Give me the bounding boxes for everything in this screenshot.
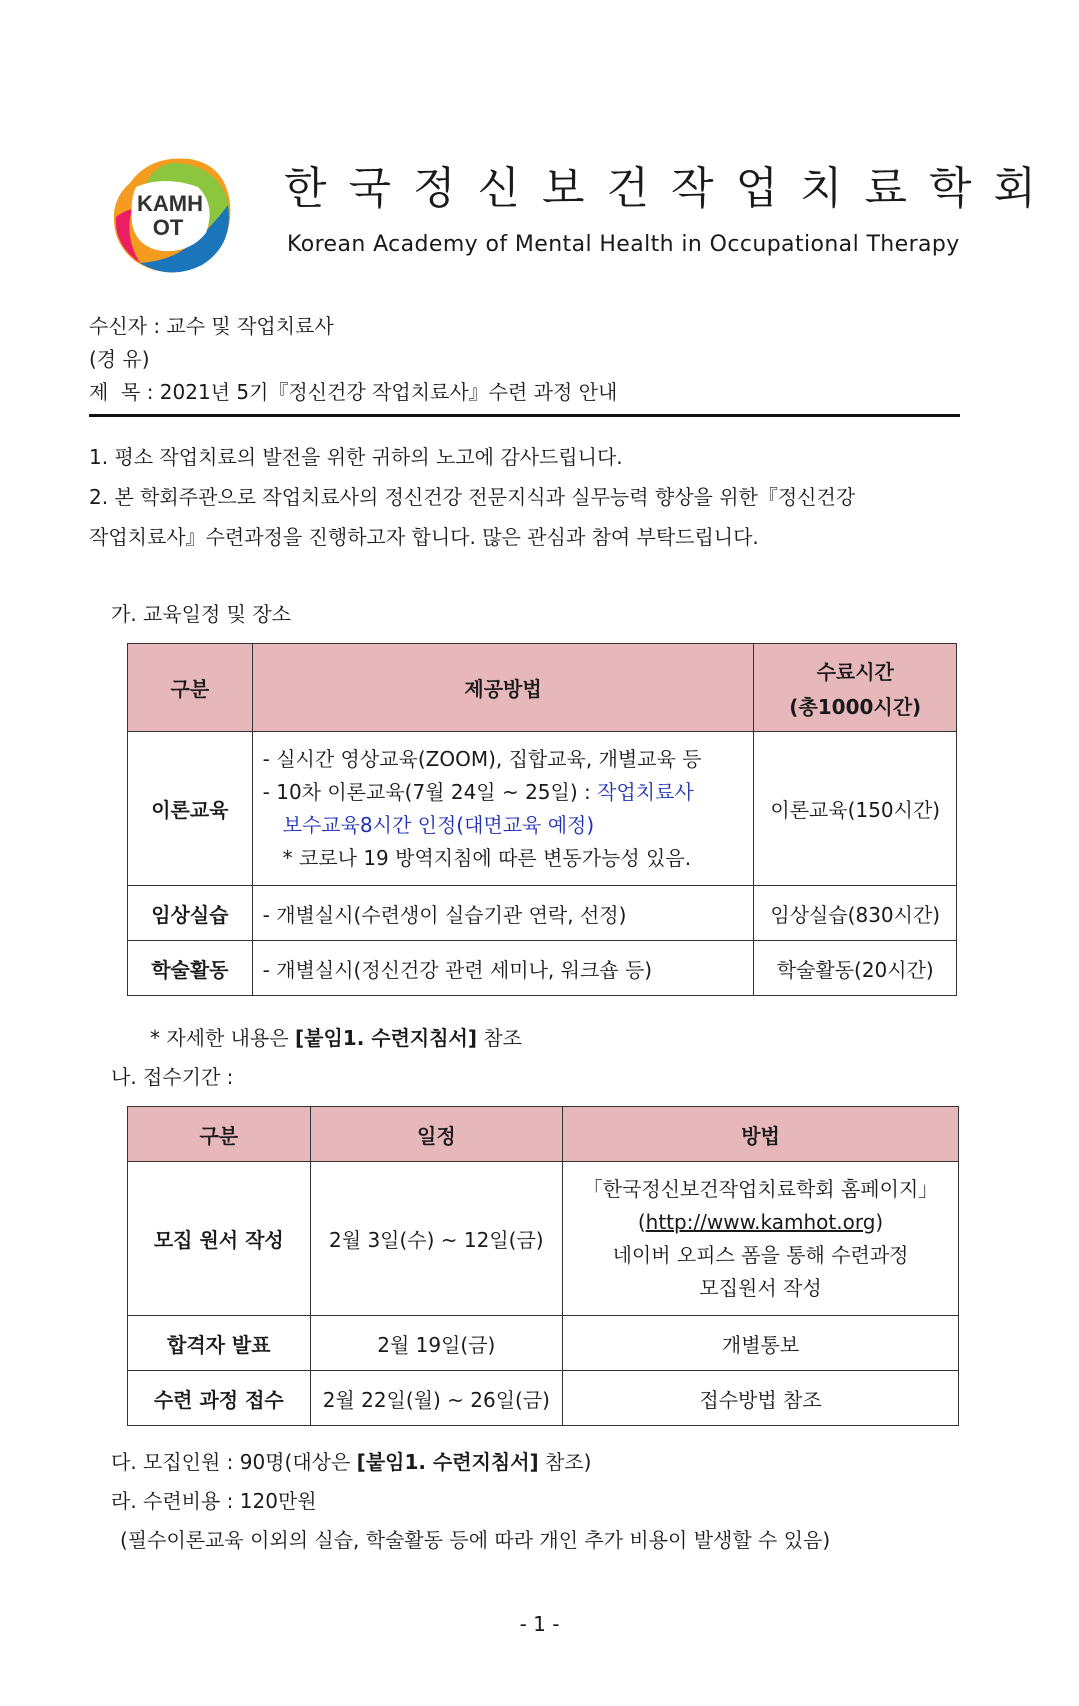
table-row [128, 886, 957, 941]
cpd-credit-text: 작업치료사 [597, 779, 694, 804]
section-d-fee: 라. 수련비용 : 120만원 [111, 1489, 317, 1513]
via-line: (경 유) [89, 347, 150, 371]
row-category: 학술활동 [128, 941, 253, 996]
paragraph-1: 1. 평소 작업치료의 발전을 위한 귀하의 노고에 감사드립니다. [89, 445, 623, 469]
header-method: 방법 [563, 1107, 959, 1162]
section-d-fee-note: (필수이론교육 이외의 실습, 학술활동 등에 따라 개인 추가 비용이 발생할 수 있음) [120, 1528, 831, 1552]
header-category: 구분 [128, 644, 253, 732]
paragraph-2-line-2: 작업치료사』수련과정을 진행하고자 합니다. 많은 관심과 참여 부탁드립니다. [89, 525, 759, 549]
row-method: 「한국정신보건작업치료학회 홈페이지」 (http://www.kamhot.org) 네이버 오피스 폼을 통해 수련과정 모집원서 작성 [563, 1162, 959, 1316]
row-category: 임상실습 [128, 886, 253, 941]
page-number: - 1 - [519, 1612, 560, 1636]
row-method: - 실시간 영상교육(ZOOM), 집합교육, 개별교육 등 - 10차 이론교육(7월 24일 ~ 25일) : 작업치료사 보수교육8시간 인정(대면교육 예정) * 코로나 19 방역지침에 따른 변동가능성 있음. [252, 732, 754, 886]
cpd-credit-text-cont: 보수교육8시간 인정(대면교육 예정) [282, 812, 595, 837]
row-hours: 이론교육(150시간) [754, 732, 957, 886]
row-method: 접수방법 참조 [563, 1371, 959, 1426]
header-divider [89, 414, 960, 417]
row-method: - 개별실시(정신건강 관련 세미나, 워크숍 등) [252, 941, 754, 996]
row-method: 개별통보 [563, 1316, 959, 1371]
row-schedule: 2월 3일(수) ~ 12일(금) [310, 1162, 562, 1316]
table-row [128, 732, 957, 886]
header-method: 제공방법 [252, 644, 754, 732]
guideline-note: * 자세한 내용은 [붙임1. 수련지침서] 참조 [150, 1026, 522, 1050]
row-category: 이론교육 [128, 732, 253, 886]
header-schedule: 일정 [310, 1107, 562, 1162]
table-header-row [128, 1107, 959, 1162]
row-method: - 개별실시(수련생이 실습기관 연락, 선정) [252, 886, 754, 941]
row-category: 모집 원서 작성 [128, 1162, 311, 1316]
header-hours: 수료시간 (총1000시간) [754, 644, 957, 732]
row-category: 수련 과정 접수 [128, 1371, 311, 1426]
table-header-row [128, 644, 957, 732]
header-category: 구분 [128, 1107, 311, 1162]
recipient-line: 수신자 : 교수 및 작업치료사 [89, 314, 334, 338]
row-schedule: 2월 22일(월) ~ 26일(금) [310, 1371, 562, 1426]
covid-note: * 코로나 19 방역지침에 따른 변동가능성 있음. [282, 845, 692, 870]
education-schedule-table [127, 643, 957, 996]
subject-line: 제 목 : 2021년 5기『정신건강 작업치료사』수련 과정 안내 [89, 380, 618, 404]
kamhot-logo [110, 153, 234, 275]
table-row [128, 1316, 959, 1371]
header-hours-total: (총1000시간) [789, 694, 922, 719]
row-schedule: 2월 19일(금) [310, 1316, 562, 1371]
svg-text:OT: OT [152, 215, 184, 240]
logo-text: KAMH [137, 191, 203, 216]
paragraph-2-line-1: 2. 본 학회주관으로 작업치료사의 정신건강 전문지식과 실무능력 향상을 위한『정신건강 [89, 485, 856, 509]
table-row [128, 941, 957, 996]
row-hours: 임상실습(830시간) [754, 886, 957, 941]
section-c-recruitment: 다. 모집인원 : 90명(대상은 [붙임1. 수련지침서] 참조) [111, 1450, 592, 1474]
row-category: 합격자 발표 [128, 1316, 311, 1371]
org-name-english: Korean Academy of Mental Health in Occupational Therapy [287, 232, 960, 257]
section-b-title: 나. 접수기간 : [111, 1065, 234, 1089]
section-a-title: 가. 교육일정 및 장소 [111, 602, 291, 626]
row-hours: 학술활동(20시간) [754, 941, 957, 996]
homepage-link[interactable]: http://www.kamhot.org [645, 1209, 876, 1234]
application-period-table [127, 1106, 959, 1426]
table-row [128, 1371, 959, 1426]
table-row [128, 1162, 959, 1316]
org-name-korean: 한국정신보건작업치료학회 [284, 163, 1059, 214]
